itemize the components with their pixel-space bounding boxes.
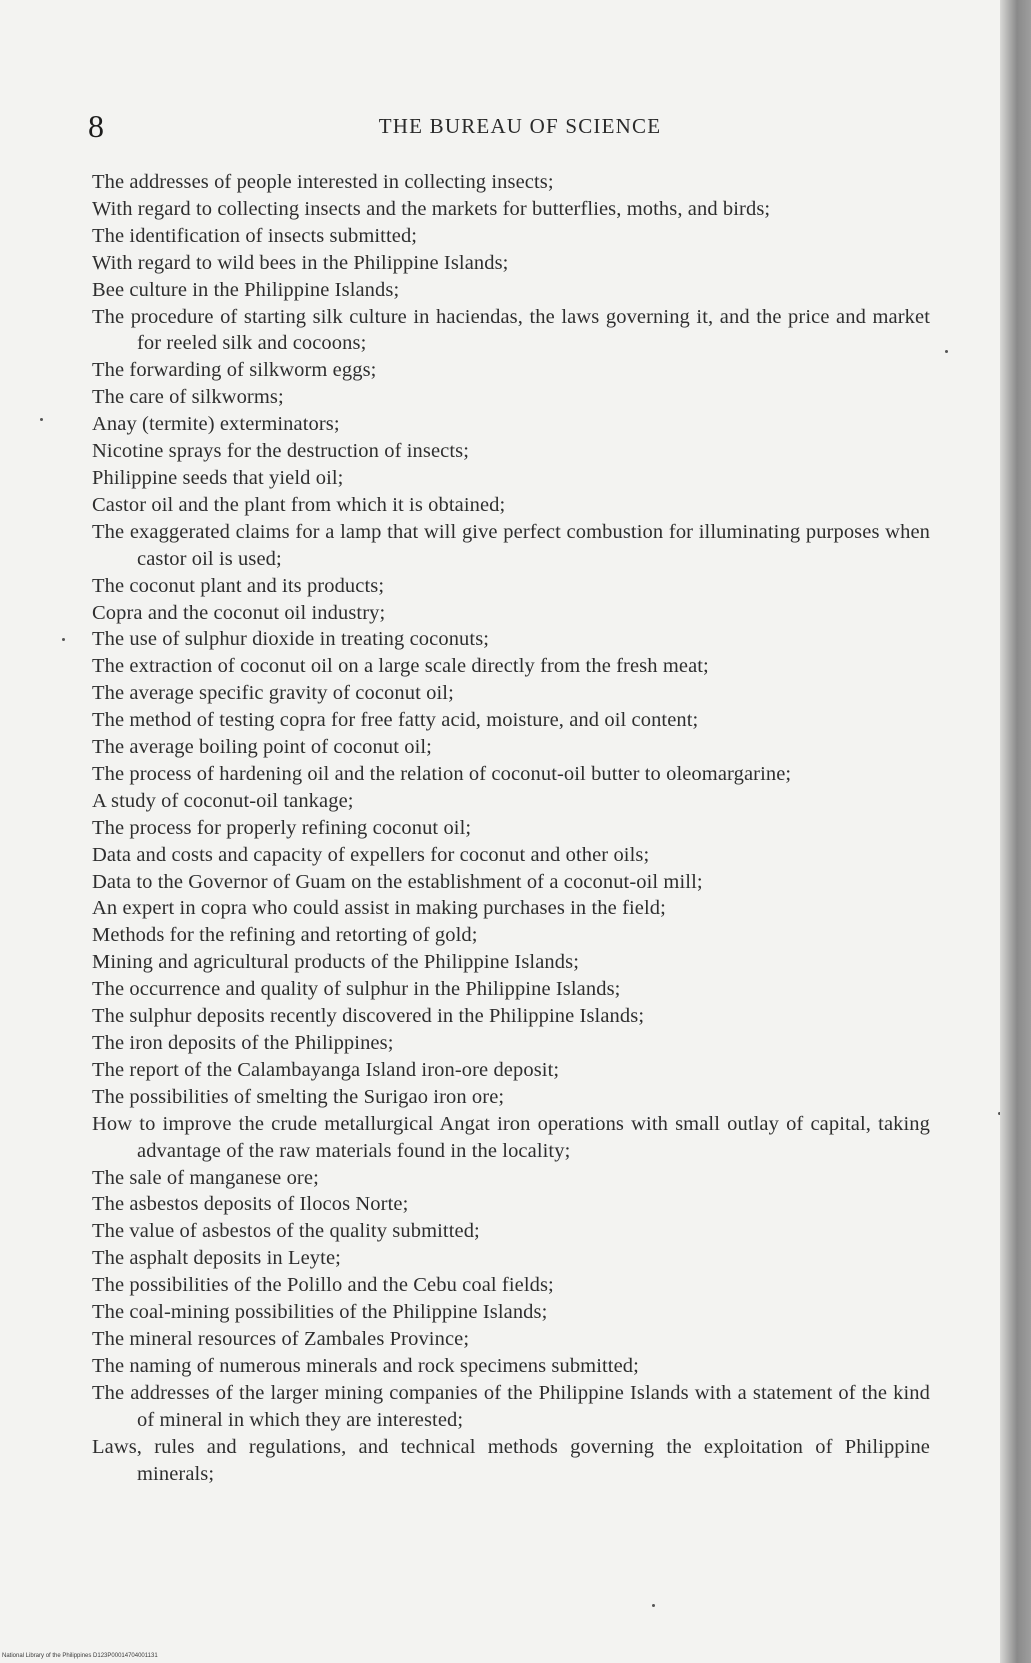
list-item: The forwarding of silkworm eggs;: [92, 359, 377, 382]
list-item: The iron deposits of the Philippines;: [92, 1032, 394, 1054]
list-item: With regard to collecting insects and the markets for butterflies, moths, and birds;: [92, 197, 771, 220]
list-item: The report of the Calambayanga Island iron-ore deposit;: [92, 1058, 560, 1081]
list-item: The coal-mining possibilities of the Philippine Islands;: [92, 1301, 548, 1324]
list-item: The extraction of coconut oil on a large scale directly from the fresh meat;: [92, 655, 709, 678]
scan-speck: [652, 1604, 655, 1607]
list-item: The coconut plant and its products;: [92, 574, 385, 597]
list-item: The addresses of the larger mining companies of the Philippine Islands with a statement of the kind of mineral in which they are interested;: [92, 1381, 930, 1431]
list-item: Nicotine sprays for the destruction of insects;: [92, 440, 470, 463]
list-item: Castor oil and the plant from which it is obtained;: [92, 493, 506, 516]
list-item: The addresses of people interested in collecting insects;: [92, 171, 554, 193]
page-number: 8: [88, 108, 104, 144]
list-item: Bee culture in the Philippine Islands;: [92, 278, 400, 301]
inquiry-list: [92, 169, 930, 1487]
list-item: Mining and agricultural products of the Philippine Islands;: [92, 951, 579, 974]
list-item: Data to the Governor of Guam on the establishment of a coconut-oil mill;: [92, 870, 703, 893]
list-item: The mineral resources of Zambales Province;: [92, 1327, 470, 1350]
list-item: How to improve the crude metallurgical Angat iron operations with small outlay of capital, taking advantage of the raw materials found in the locality;: [92, 1112, 930, 1162]
scan-edge-shadow: [1000, 0, 1031, 1663]
list-item: The sulphur deposits recently discovered in the Philippine Islands;: [92, 1005, 645, 1028]
list-item: With regard to wild bees in the Philippine Islands;: [92, 251, 509, 274]
list-item: The naming of numerous minerals and rock specimens submitted;: [92, 1354, 639, 1377]
library-stamp: National Library of the Philippines D123P00014704001131: [2, 1653, 158, 1659]
list-item: The process of hardening oil and the relation of coconut-oil butter to oleomargarine;: [92, 762, 792, 785]
list-item: The average boiling point of coconut oil;: [92, 736, 432, 759]
list-item: The exaggerated claims for a lamp that will give perfect combustion for illuminating purposes when castor oil is used;: [92, 520, 930, 570]
list-item: The average specific gravity of coconut oil;: [92, 682, 454, 705]
list-item: An expert in copra who could assist in making purchases in the field;: [92, 897, 666, 920]
list-item: Data and costs and capacity of expellers for coconut and other oils;: [92, 843, 650, 866]
list-item: Laws, rules and regulations, and technical methods governing the exploitation of Philippine minerals;: [92, 1435, 930, 1485]
list-item: Anay (termite) exterminators;: [92, 413, 340, 436]
list-item: Methods for the refining and retorting of gold;: [92, 924, 478, 947]
running-head: THE BUREAU OF SCIENCE: [378, 114, 662, 138]
list-item: Copra and the coconut oil industry;: [92, 601, 386, 624]
list-item: A study of coconut-oil tankage;: [92, 789, 354, 812]
list-item: The care of silkworms;: [92, 386, 284, 409]
list-item: The process for properly refining coconut oil;: [92, 816, 472, 839]
list-item: The asphalt deposits in Leyte;: [92, 1247, 341, 1270]
list-item: The procedure of starting silk culture in haciendas, the laws governing it, and the price and market for reeled silk and cocoons;: [92, 305, 930, 355]
scan-speck: [62, 638, 65, 641]
list-item: The value of asbestos of the quality submitted;: [92, 1220, 480, 1243]
list-item: The occurrence and quality of sulphur in the Philippine Islands;: [92, 978, 621, 1001]
scan-speck: [40, 418, 43, 421]
list-item: The use of sulphur dioxide in treating coconuts;: [92, 628, 490, 651]
list-item: The identification of insects submitted;: [92, 224, 418, 247]
list-item: The possibilities of the Polillo and the Cebu coal fields;: [92, 1274, 554, 1297]
list-item: The sale of manganese ore;: [92, 1166, 319, 1189]
list-item: The possibilities of smelting the Surigao iron ore;: [92, 1085, 505, 1108]
scan-speck: [945, 350, 948, 353]
list-item: The method of testing copra for free fatty acid, moisture, and oil content;: [92, 709, 699, 732]
list-item: The asbestos deposits of Ilocos Norte;: [92, 1193, 409, 1216]
list-item: Philippine seeds that yield oil;: [92, 466, 344, 489]
